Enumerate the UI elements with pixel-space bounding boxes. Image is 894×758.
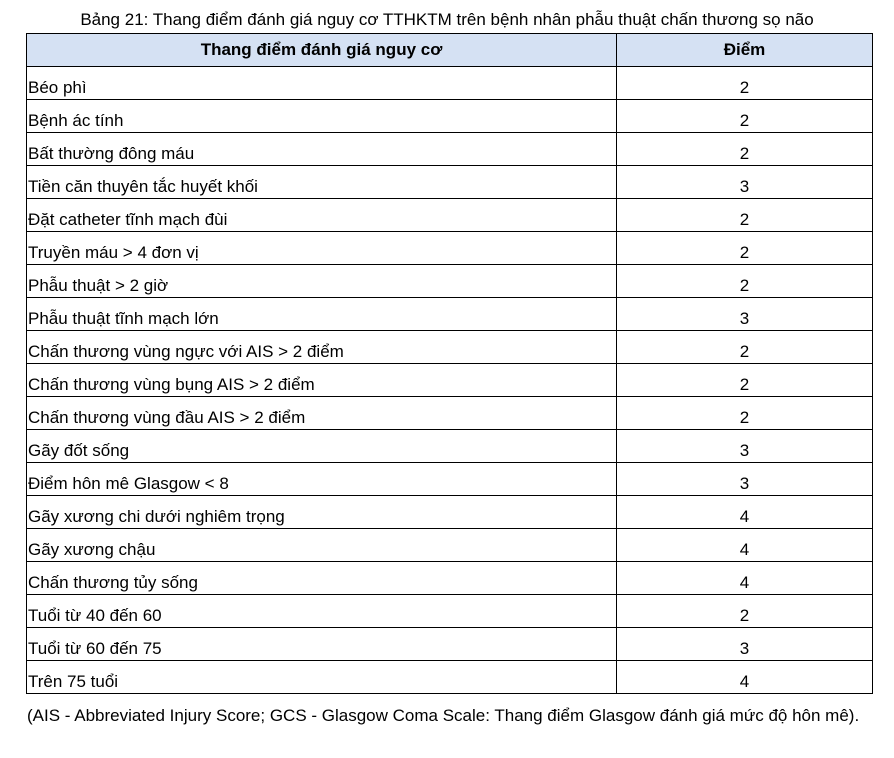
risk-factor-cell: Béo phì bbox=[27, 67, 617, 100]
table-row bbox=[27, 463, 873, 496]
table-header-row bbox=[27, 34, 873, 67]
risk-factor-cell: Truyền máu > 4 đơn vị bbox=[27, 232, 617, 265]
score-cell: 2 bbox=[617, 133, 873, 166]
table-caption: Bảng 21: Thang điểm đánh giá nguy cơ TTHKTM trên bệnh nhân phẫu thuật chấn thương sọ não bbox=[80, 10, 814, 29]
score-cell: 3 bbox=[617, 166, 873, 199]
score-cell: 2 bbox=[617, 265, 873, 298]
table-row bbox=[27, 298, 873, 331]
risk-factor-cell: Tuổi từ 40 đến 60 bbox=[27, 595, 617, 628]
score-cell: 2 bbox=[617, 67, 873, 100]
risk-factor-cell: Chấn thương tủy sống bbox=[27, 562, 617, 595]
risk-score-table bbox=[26, 33, 873, 694]
risk-factor-cell: Trên 75 tuổi bbox=[27, 661, 617, 694]
table-row bbox=[27, 628, 873, 661]
risk-factor-cell: Gãy đốt sống bbox=[27, 430, 617, 463]
table-row bbox=[27, 364, 873, 397]
table-row bbox=[27, 100, 873, 133]
score-cell: 2 bbox=[617, 100, 873, 133]
score-cell: 2 bbox=[617, 199, 873, 232]
table-body bbox=[27, 67, 873, 694]
score-cell: 4 bbox=[617, 562, 873, 595]
table-row bbox=[27, 133, 873, 166]
score-cell: 4 bbox=[617, 496, 873, 529]
score-cell: 3 bbox=[617, 298, 873, 331]
risk-factor-cell: Phẫu thuật tĩnh mạch lớn bbox=[27, 298, 617, 331]
risk-factor-cell: Tiền căn thuyên tắc huyết khối bbox=[27, 166, 617, 199]
risk-factor-cell: Điểm hôn mê Glasgow < 8 bbox=[27, 463, 617, 496]
table-row bbox=[27, 199, 873, 232]
table-row bbox=[27, 430, 873, 463]
risk-factor-cell: Gãy xương chậu bbox=[27, 529, 617, 562]
table-row bbox=[27, 496, 873, 529]
table-row bbox=[27, 529, 873, 562]
header-risk-factor: Thang điểm đánh giá nguy cơ bbox=[27, 34, 617, 67]
table-footnote: (AIS - Abbreviated Injury Score; GCS - Glasgow Coma Scale: Thang điểm Glasgow đánh giá mức độ hôn mê). bbox=[27, 706, 860, 725]
table-row bbox=[27, 562, 873, 595]
header-score: Điểm bbox=[617, 34, 873, 67]
table-row bbox=[27, 166, 873, 199]
risk-factor-cell: Chấn thương vùng bụng AIS > 2 điểm bbox=[27, 364, 617, 397]
risk-factor-cell: Gãy xương chi dưới nghiêm trọng bbox=[27, 496, 617, 529]
risk-factor-cell: Tuổi từ 60 đến 75 bbox=[27, 628, 617, 661]
score-cell: 2 bbox=[617, 232, 873, 265]
table-row bbox=[27, 595, 873, 628]
table-row bbox=[27, 67, 873, 100]
score-cell: 3 bbox=[617, 628, 873, 661]
table-row bbox=[27, 232, 873, 265]
score-cell: 2 bbox=[617, 397, 873, 430]
risk-factor-cell: Phẫu thuật > 2 giờ bbox=[27, 265, 617, 298]
risk-factor-cell: Chấn thương vùng ngực với AIS > 2 điểm bbox=[27, 331, 617, 364]
risk-factor-cell: Đặt catheter tĩnh mạch đùi bbox=[27, 199, 617, 232]
risk-factor-cell: Bệnh ác tính bbox=[27, 100, 617, 133]
risk-factor-cell: Bất thường đông máu bbox=[27, 133, 617, 166]
score-cell: 2 bbox=[617, 331, 873, 364]
score-cell: 3 bbox=[617, 463, 873, 496]
risk-factor-cell: Chấn thương vùng đầu AIS > 2 điểm bbox=[27, 397, 617, 430]
table-row bbox=[27, 661, 873, 694]
table-row bbox=[27, 397, 873, 430]
score-cell: 3 bbox=[617, 430, 873, 463]
score-cell: 4 bbox=[617, 529, 873, 562]
score-cell: 2 bbox=[617, 364, 873, 397]
score-cell: 4 bbox=[617, 661, 873, 694]
score-cell: 2 bbox=[617, 595, 873, 628]
table-row bbox=[27, 265, 873, 298]
table-row bbox=[27, 331, 873, 364]
